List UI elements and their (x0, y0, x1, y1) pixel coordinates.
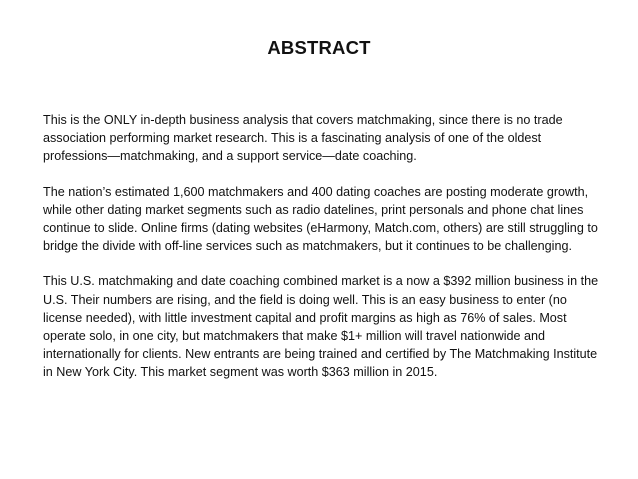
paragraph-market-size: This U.S. matchmaking and date coaching combined market is a now a $392 million business in the U.S. Their numbers are rising, and the field is doing well. This is an easy business to enter (no license needed), with little investment capital and profit margins as high as 76% of sales. Most operate solo, in one city, but matchmakers that make $1+ million will travel nationwide and internationally for clients. New entrants are being trained and certified by The Matchmaking Institute in New York City. This market segment was worth $363 million in 2015. (43, 274, 599, 380)
slide-body (43, 111, 608, 399)
slide-title: ABSTRACT (267, 37, 371, 58)
paragraph-market-segments: The nation’s estimated 1,600 matchmakers and 400 dating coaches are posting moderate growth, while other dating market segments such as radio datelines, print personals and phone chat lines continue to slide. Online firms (dating websites (eHarmony, Match.com, others) are still struggling to bridge the divide with off-line services such as matchmakers, but it continues to be challenging. (43, 184, 598, 254)
paragraph-intro: This is the ONLY in-depth business analysis that covers matchmaking, since there is no trade association performing market research. This is a fascinating analysis of one of the oldest professions—matchmaking, and a support service—date coaching. (43, 113, 563, 164)
